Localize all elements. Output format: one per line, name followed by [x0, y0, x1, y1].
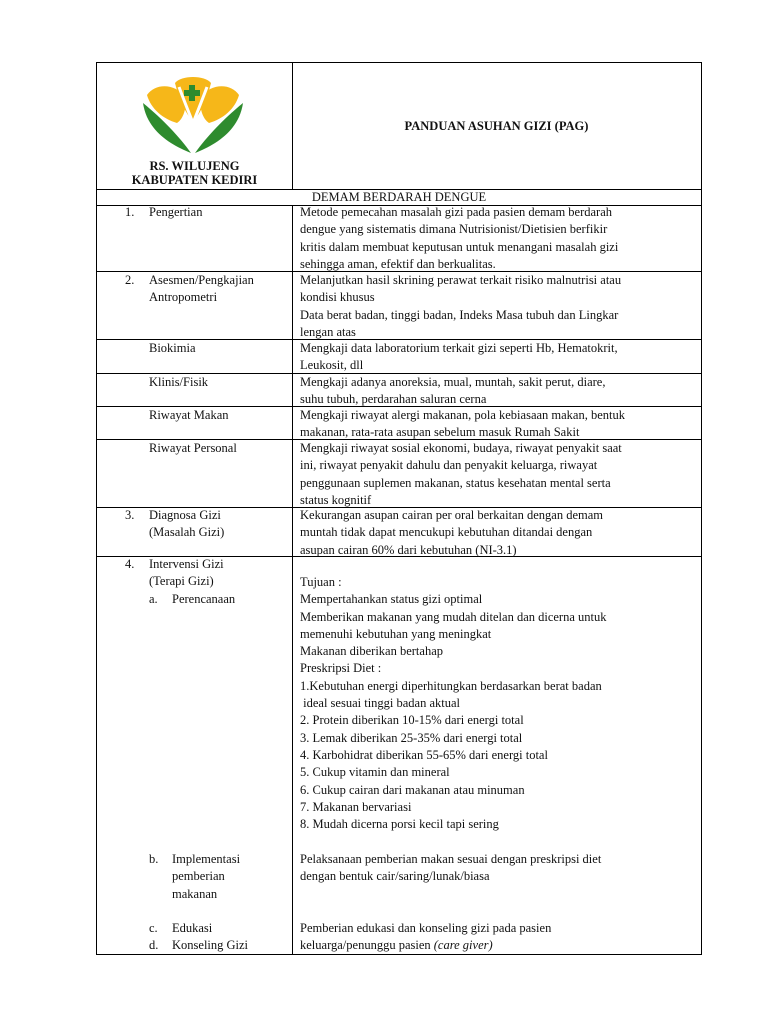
row-number: 2.	[125, 273, 135, 287]
label-line: Intervensi Gizi	[149, 557, 224, 571]
content-perencanaan	[300, 574, 607, 833]
content-riwayat-makan	[300, 407, 625, 442]
logo-cell	[97, 63, 293, 189]
content-line: Mengkaji riwayat alergi makanan, pola kebiasaan makan, bentuk	[300, 408, 625, 422]
content-line: 4. Karbohidrat diberikan 55-65% dari energi total	[300, 747, 548, 762]
content-konseling	[300, 937, 493, 954]
section-title: DEMAM BERDARAH DENGUE	[97, 189, 701, 206]
label-perencanaan: Perencanaan	[172, 592, 236, 606]
label-pengertian: Pengertian	[149, 205, 203, 219]
label-line: pemberian	[172, 869, 225, 884]
content-klinis	[300, 374, 605, 409]
content-line: ini, riwayat penyakit dahulu dan penyakit keluarga, riwayat	[300, 458, 598, 473]
label-asesmen	[149, 272, 254, 307]
label-diagnosa	[149, 507, 224, 542]
content-line: penggunaan suplemen makanan, status kesehatan mental serta	[300, 475, 611, 490]
care-giver-term: (care giver)	[433, 938, 493, 952]
label-riwayat-makan: Riwayat Makan	[149, 408, 229, 422]
label-konseling: Konseling Gizi	[172, 938, 249, 952]
sub-letter: c.	[149, 921, 158, 935]
content-line: kondisi khusus	[300, 290, 375, 305]
content-line: asupan cairan 60% dari kebutuhan (NI-3.1)	[300, 542, 517, 557]
content-line: Mengkaji adanya anoreksia, mual, muntah, sakit perut, diare,	[300, 375, 606, 389]
label-line: Antropometri	[149, 290, 218, 305]
content-line: Tujuan :	[300, 575, 342, 589]
content-line: makanan, rata-rata asupan sebelum masuk Rumah Sakit	[300, 425, 580, 440]
sub-letter: a.	[149, 592, 158, 606]
content-line: Makanan diberikan bertahap	[300, 644, 443, 659]
row-number: 4.	[125, 557, 135, 571]
column-divider	[292, 205, 293, 954]
content-line: 2. Protein diberikan 10-15% dari energi total	[300, 713, 524, 728]
content-line: Pelaksanaan pemberian makan sesuai dengan preskripsi diet	[300, 852, 602, 866]
label-line: (Masalah Gizi)	[149, 525, 225, 540]
content-biokimia	[300, 340, 618, 375]
content-diagnosa	[300, 507, 603, 559]
content-line: Mengkaji data laboratorium terkait gizi seperti Hb, Hematokrit,	[300, 341, 618, 355]
content-line: Mempertahankan status gizi optimal	[300, 592, 483, 607]
content-line: kritis dalam membuat keputusan untuk menangani masalah gizi	[300, 239, 619, 254]
sub-letter: d.	[149, 938, 159, 952]
hospital-name-line1: RS. WILUJENG	[149, 159, 240, 173]
content-line: sehingga aman, efektif dan berkualitas.	[300, 256, 496, 271]
label-intervensi	[149, 556, 224, 591]
content-line: muntah tidak dapat mencukupi kebutuhan ditandai dengan	[300, 525, 593, 540]
content-line: Metode pemecahan masalah gizi pada pasien demam berdarah	[300, 205, 613, 219]
label-klinis: Klinis/Fisik	[149, 375, 209, 389]
content-line: dengue yang sistematis dimana Nutrisionist/Dietisien berfikir	[300, 222, 608, 237]
hospital-name	[97, 159, 292, 187]
hospital-logo-icon	[141, 73, 245, 155]
content-line: Mengkaji riwayat sosial ekonomi, budaya, riwayat penyakit saat	[300, 441, 622, 455]
content-pengertian	[300, 204, 618, 273]
content-line: ideal sesuai tinggi badan aktual	[300, 696, 461, 711]
content-line: memenuhi kebutuhan yang meningkat	[300, 626, 492, 641]
row-number: 1.	[125, 205, 135, 219]
content-line: Preskripsi Diet :	[300, 661, 382, 676]
content-asesmen	[300, 272, 621, 341]
content-konseling-text: keluarga/penunggu pasien	[300, 938, 434, 952]
label-edukasi: Edukasi	[172, 921, 213, 935]
content-edukasi: Pemberian edukasi dan konseling gizi pada pasien	[300, 921, 552, 935]
content-line: 3. Lemak diberikan 25-35% dari energi total	[300, 730, 523, 745]
content-line: Memberikan makanan yang mudah ditelan dan dicerna untuk	[300, 609, 607, 624]
label-line: Asesmen/Pengkajian	[149, 273, 254, 287]
content-line: status kognitif	[300, 492, 372, 507]
content-line: Data berat badan, tinggi badan, Indeks Masa tubuh dan Lingkar	[300, 307, 619, 322]
content-line: 5. Cukup vitamin dan mineral	[300, 765, 450, 780]
content-implementasi	[300, 851, 601, 886]
document-header	[97, 63, 701, 190]
label-line: Implementasi	[172, 852, 241, 866]
label-line: Diagnosa Gizi	[149, 508, 221, 522]
content-line: Kekurangan asupan cairan per oral berkaitan dengan demam	[300, 508, 603, 522]
label-biokimia: Biokimia	[149, 341, 196, 355]
content-line: suhu tubuh, perdarahan saluran cerna	[300, 392, 487, 407]
content-riwayat-personal	[300, 440, 622, 509]
content-line: Leukosit, dll	[300, 358, 364, 373]
document-title: PANDUAN ASUHAN GIZI (PAG)	[404, 118, 589, 133]
pag-document	[96, 62, 702, 955]
content-line: Melanjutkan hasil skrining perawat terkait risiko malnutrisi atau	[300, 273, 622, 287]
content-line: dengan bentuk cair/saring/lunak/biasa	[300, 869, 490, 884]
content-line: 7. Makanan bervariasi	[300, 799, 412, 814]
label-riwayat-personal: Riwayat Personal	[149, 441, 237, 455]
content-line: 1.Kebutuhan energi diperhitungkan berdasarkan berat badan	[300, 678, 602, 693]
content-line: 6. Cukup cairan dari makanan atau minuman	[300, 782, 525, 797]
row-number: 3.	[125, 508, 135, 522]
hospital-name-line2: KABUPATEN KEDIRI	[131, 173, 258, 187]
content-line: lengan atas	[300, 324, 356, 339]
sub-letter: b.	[149, 852, 159, 866]
label-line: makanan	[172, 886, 218, 901]
label-line: (Terapi Gizi)	[149, 574, 214, 589]
content-line: 8. Mudah dicerna porsi kecil tapi sering	[300, 817, 499, 832]
label-implementasi	[172, 851, 240, 903]
